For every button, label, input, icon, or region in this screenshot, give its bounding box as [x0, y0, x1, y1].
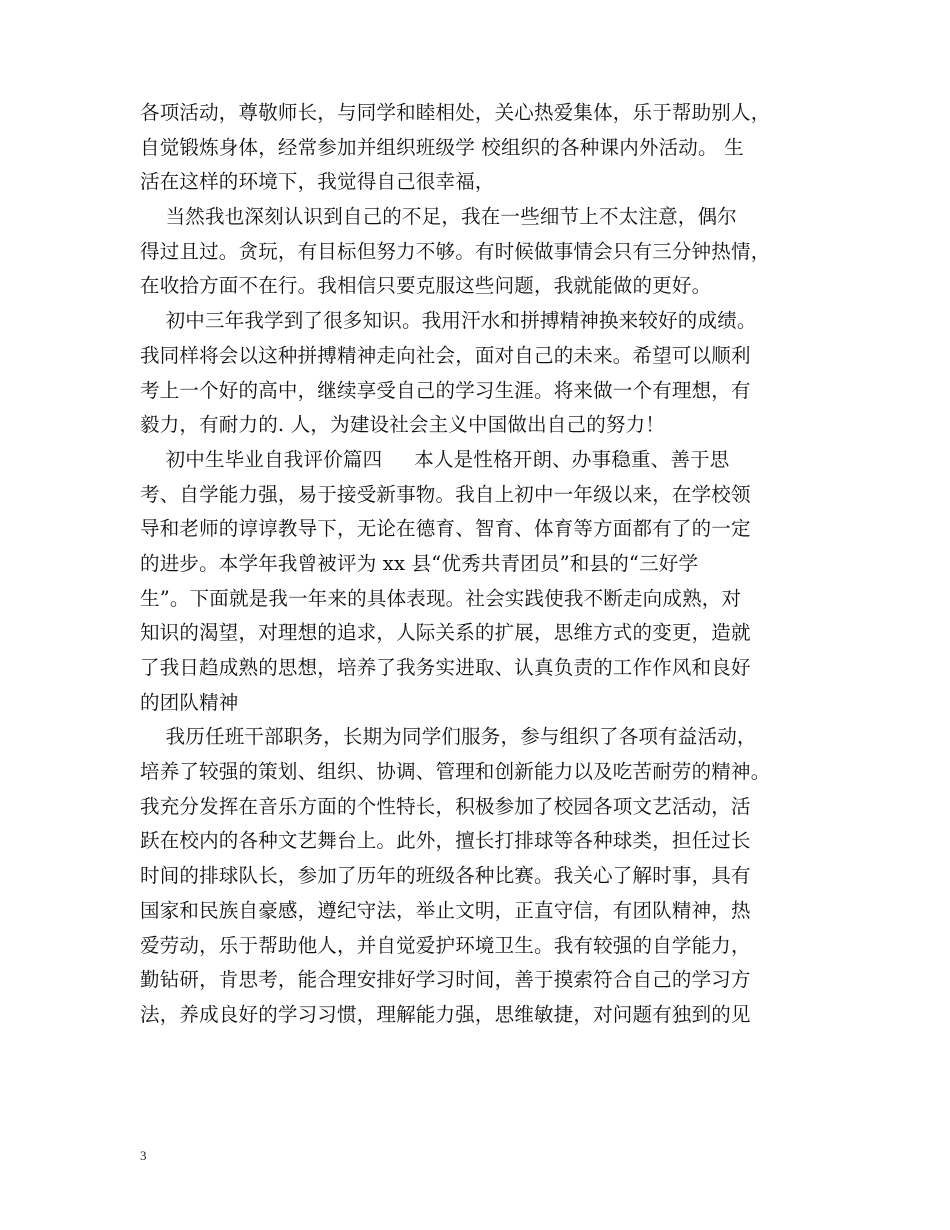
body-text	[140, 96, 820, 1033]
text-line: 爱劳动，乐于帮助他人，并自觉爱护环境卫生。我有较强的自学能力，	[140, 933, 751, 957]
text-line: 生”。下面就是我一年来的具体表现。社会实践使我不断走向成熟，对	[140, 586, 742, 610]
text-line: 得过且过。贪玩，有目标但努力不够。有时候做事情会只有三分钟热情，	[140, 239, 771, 263]
text-line: 国家和民族自豪感，遵纪守法，举止文明，正直守信，有团队精神，热	[140, 898, 751, 922]
text-line: 法，养成良好的学习习惯，理解能力强，思维敏捷，对问题有独到的见	[140, 1002, 751, 1026]
text-line: 考上一个好的高中，继续享受自己的学习生涯。将来做一个有理想，有	[140, 378, 751, 402]
text-line: 跃在校内的各种文艺舞台上。此外，擅长打排球等各种球类，担任过长	[140, 829, 751, 853]
text-line: 时间的排球队长，参加了历年的班级各种比赛。我关心了解时事，具有	[140, 864, 751, 888]
text-line: 的团队精神	[140, 690, 239, 714]
text-line: 导和老师的谆谆教导下，无论在德育、智育、体育等方面都有了的一定	[140, 517, 751, 541]
text-line: 当然我也深刻认识到自己的不足，我在一些细节上不太注意，偶尔	[140, 205, 737, 229]
text-line: 自觉锻炼身体，经常参加并组织班级学 校组织的各种课内外活动。 生	[140, 135, 744, 159]
text-line: 各项活动，尊敬师长，与同学和睦相处，关心热爱集体，乐于帮助别人，	[140, 101, 771, 124]
text-line: 活在这样的环境下，我觉得自己很幸福，	[140, 170, 495, 194]
text-line: 我历任班干部职务，长期为同学们服务，参与组织了各项有益活动，	[140, 725, 757, 749]
text-line: 我充分发挥在音乐方面的个性特长，积极参加了校园各项文艺活动，活	[140, 794, 751, 818]
text-line: 毅力，有耐力的. 人，为建设社会主义中国做出自己的努力！	[140, 413, 665, 437]
text-line: 在收拾方面不在行。我相信只要克服这些问题，我就能做的更好。	[140, 274, 712, 298]
text-line: 知识的渴望，对理想的追求，人际关系的扩展，思维方式的变更，造就	[140, 621, 751, 645]
text-line: 初中三年我学到了很多知识。我用汗水和拼搏精神换来较好的成绩。	[140, 309, 757, 333]
page-number: 3	[140, 1148, 147, 1163]
text-line: 考、自学能力强，易于接受新事物。我自上初中一年级以来，在学校领	[140, 482, 751, 506]
text-line: 了我日趋成熟的思想，培养了我务实进取、认真负责的工作作风和良好	[140, 656, 751, 679]
text-line: 我同样将会以这种拼搏精神走向社会，面对自己的未来。希望可以顺利	[140, 343, 751, 367]
text-line: 培养了较强的策划、组织、协调、管理和创新能力以及吃苦耐劳的精神。	[140, 760, 771, 784]
text-line: 初中生毕业自我评价篇四 本人是性格开朗、办事稳重、善于思	[140, 447, 730, 471]
text-line: 的进步。本学年我曾被评为 xx 县“优秀共青团员”和县的“三好学	[140, 551, 699, 575]
text-line: 勤钻研，肯思考，能合理安排好学习时间，善于摸索符合自己的学习方	[140, 968, 751, 992]
